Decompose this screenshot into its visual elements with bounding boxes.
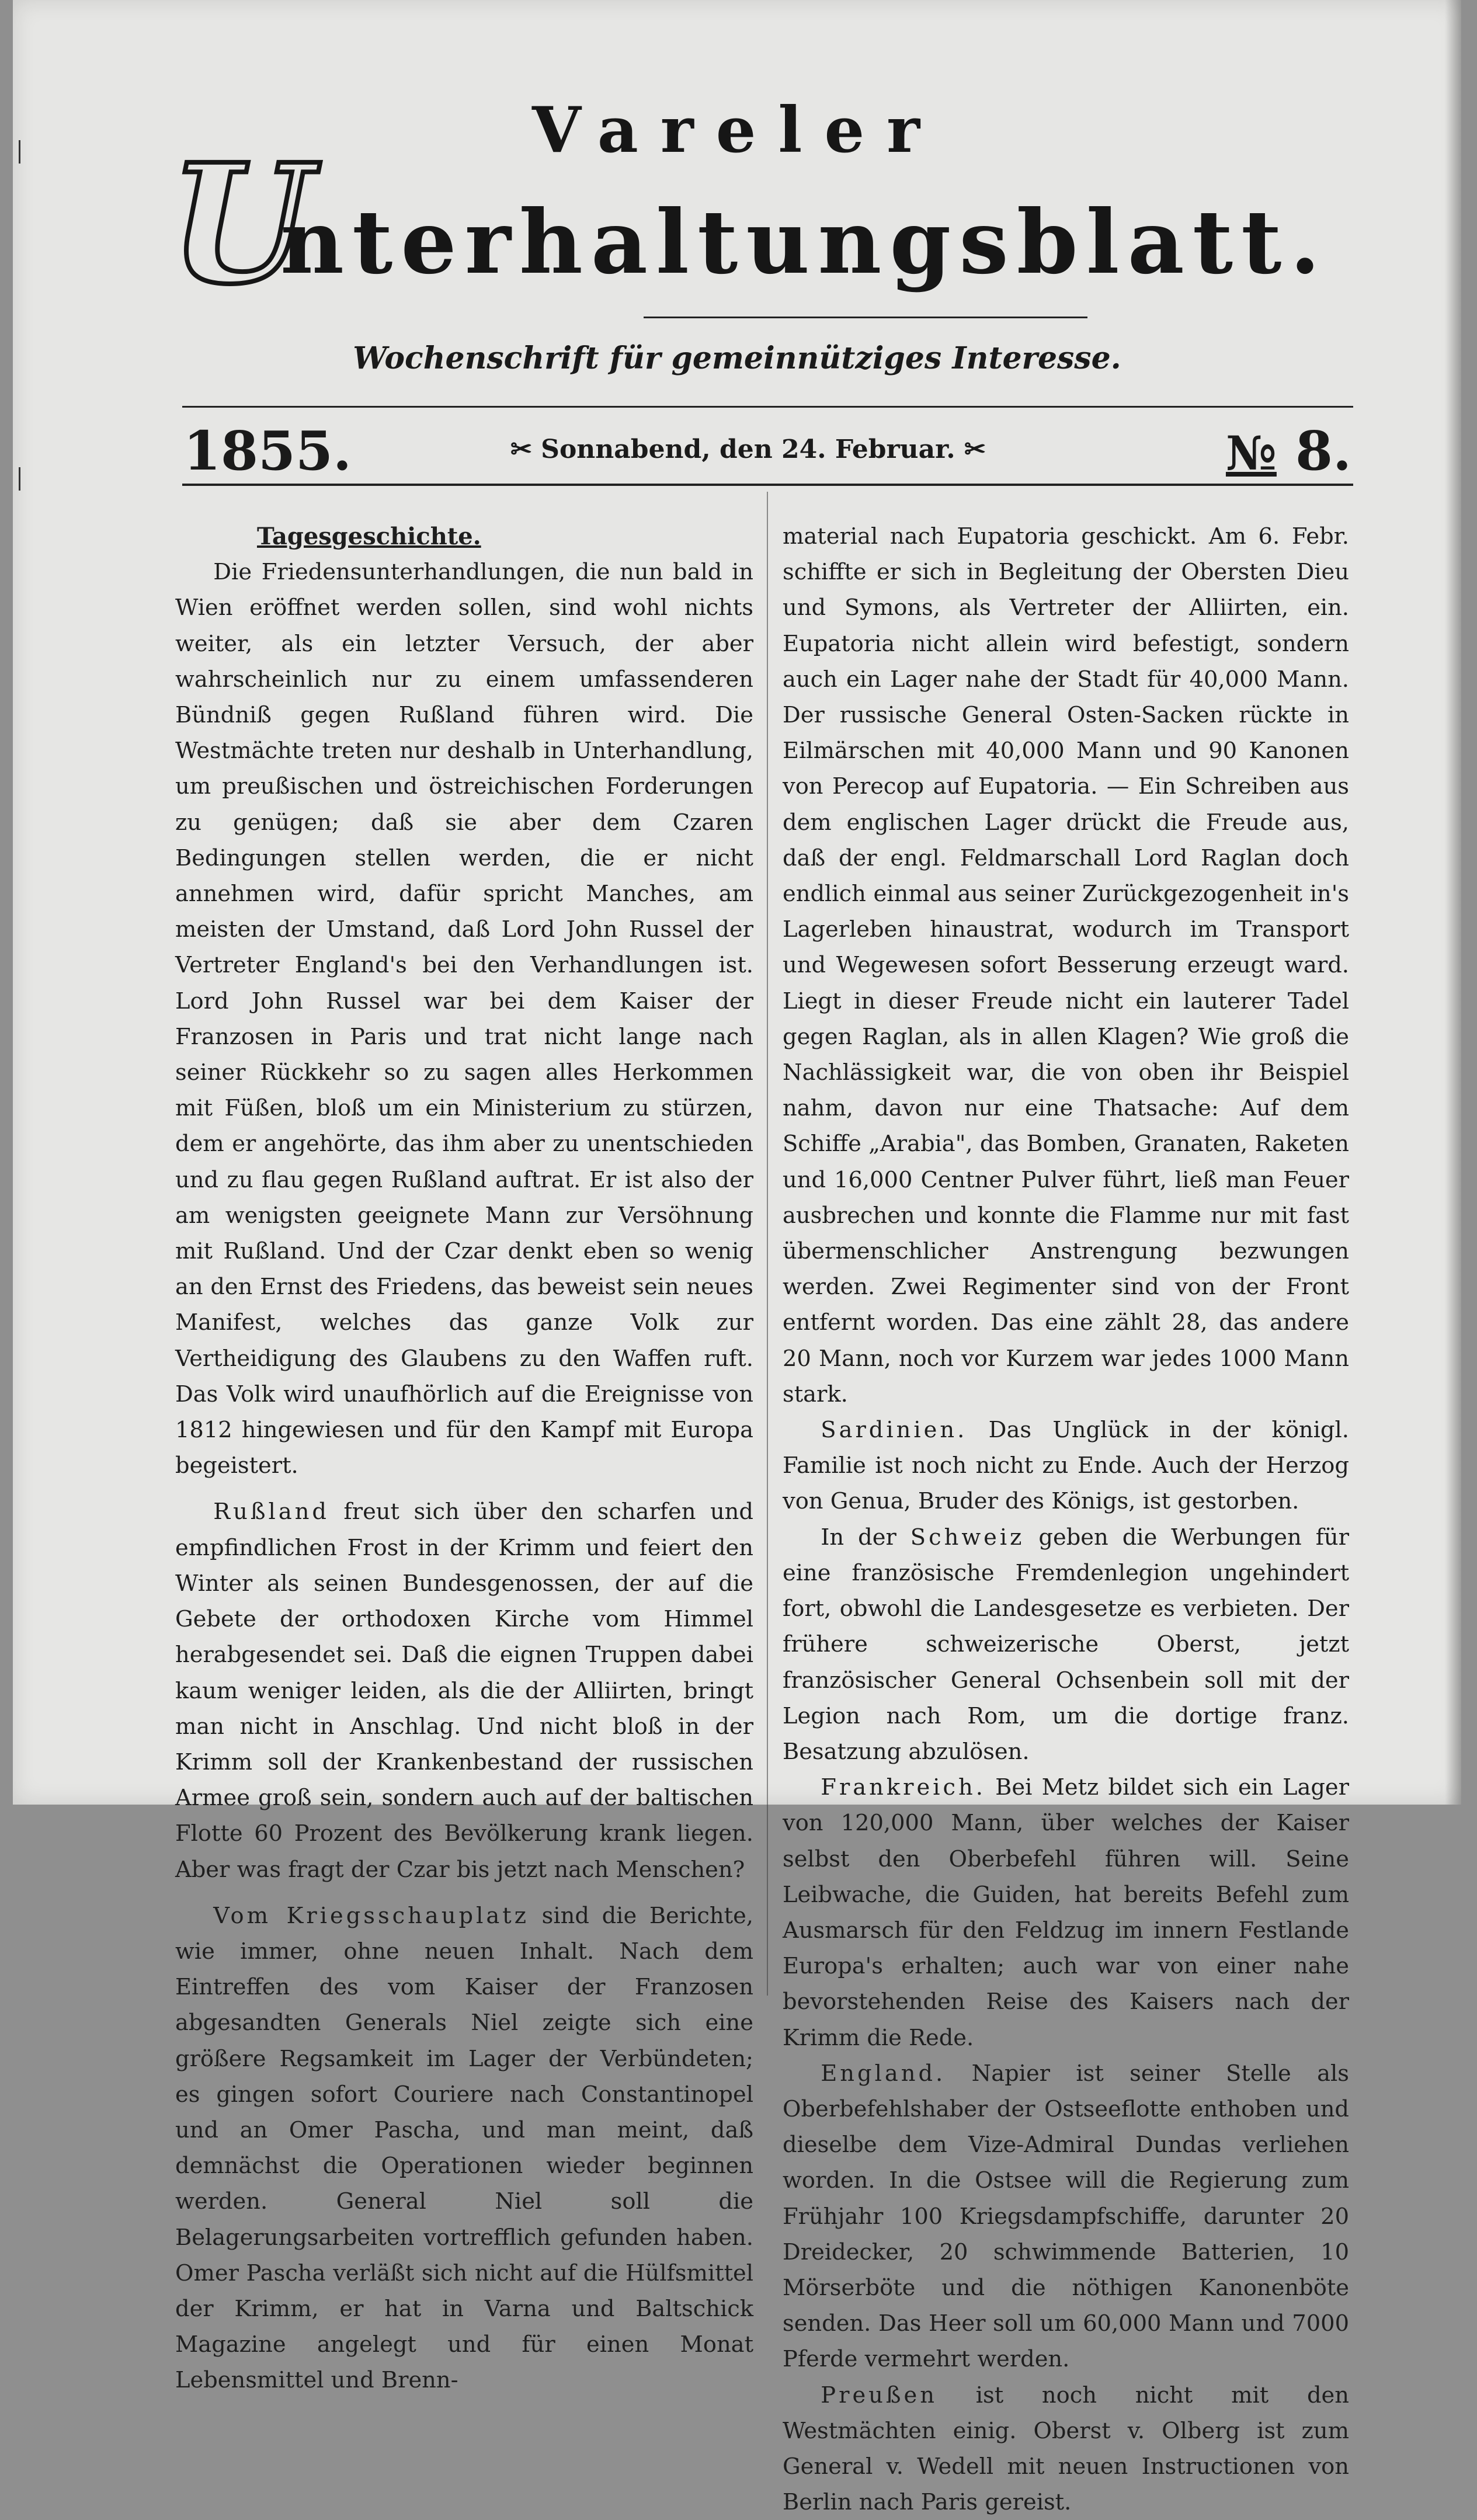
- article-paragraph: [783, 1412, 1349, 1520]
- paragraph-body: Napier ist seiner Stelle als Oberbefehlshaber der Ostseeflotte enthoben und dieselbe dem Vize-Admiral Dundas verliehen worden. In die Ostsee will die Regierung zum Frühjahr 100 Kriegsdampfschiffe, darunter 20 Dreidecker, 20 schwimmende Batterien, 10 Mörserböte und die nöthigen Kanonenböte senden. Das Heer soll um 60,000 Mann und 7000 Pferde vermehrt werden.: [783, 2060, 1349, 2373]
- article-paragraph: material nach Eupatoria geschickt. Am 6. Febr. schiffte er sich in Begleitung der Obersten Dieu und Symons, als Vertreter der Alliirten, ein. Eupatoria nicht allein wird befestigt, sondern auch ein Lager nahe der Stadt für 40,000 Mann. Der russische General Osten-Sacken rückte in Eilmärschen mit 40,000 Mann und 90 Kanonen von Perecop auf Eupatoria. — Ein Schreiben aus dem englischen Lager drückt die Freude aus, daß der engl. Feldmarschall Lord Raglan doch endlich einmal aus seiner Zurückgezogenheit in's Lagerleben hinaustrat, wodurch im Transport und Wegewesen sofort Besserung erzeugt ward. Liegt in dieser Freude nicht ein lauterer Tadel gegen Raglan, als in allen Klagen? Wie groß die Nachlässigkeit war, die von oben ihr Beispiel nahm, davon nur eine Thatsache: Auf dem Schiffe „Arabia", das Bomben, Granaten, Raketen und 16,000 Centner Pulver führt, ließ man Feuer ausbrechen und konnte die Flamme nur mit fast übermenschlicher Anstrengung bezwungen werden. Zwei Regimenter sind von der Front entfernt worden. Das eine zählt 28, das andere 20 Mann, noch vor Kurzem war jedes 1000 Mann stark.: [783, 523, 1349, 1407]
- number-sign: №: [1225, 426, 1277, 481]
- paragraph-body: geben die Werbungen für eine französische Fremdenlegion ungehindert fort, obwohl die Landesgesetze es verbieten. Der frühere schweizerische Oberst, jetzt französischer General Ochsenbein soll mit der Legion nach Rom, um die dortige franz. Besatzung abzulösen.: [783, 1524, 1349, 1765]
- paragraph-lead: Sardinien.: [821, 1417, 968, 1444]
- article-paragraph: [783, 1520, 1349, 1770]
- paragraph-lead: England.: [821, 2060, 946, 2087]
- issue-number-value: 8.: [1295, 419, 1351, 482]
- paragraph-lead: Schweiz: [910, 1524, 1025, 1551]
- left-column: [175, 519, 753, 2399]
- article-paragraph: [175, 1494, 753, 1887]
- dateline: [183, 419, 1351, 482]
- masthead-title-rest: nterhaltungsblatt.: [280, 191, 1329, 294]
- masthead-initial: U: [169, 128, 312, 321]
- article-paragraph: [175, 1898, 753, 2399]
- masthead-top-word: Vareler: [531, 93, 943, 167]
- right-column: [783, 519, 1349, 2520]
- masthead-rule: [644, 317, 1087, 318]
- paragraph-lead: Preußen: [821, 2382, 937, 2408]
- column-divider: [767, 492, 768, 1996]
- paragraph-body: Bei Metz bildet sich ein Lager von 120,000 Mann, über welches der Kaiser selbst den Oberbefehl führen will. Seine Leibwache, die Guiden, hat bereits Befehl zum Ausmarsch für den Feldzug im innern Festlande Europa's erhalten; auch war von einer nahe bevorstehenden Reise des Kaisers nach der Krimm die Rede.: [783, 1774, 1349, 2051]
- dateline-top-rule: [182, 406, 1353, 408]
- masthead-subtitle: Wochenschrift für gemeinnütziges Interesse.: [353, 340, 1121, 376]
- article-paragraph: [783, 1770, 1349, 2056]
- issue-date: ✂ Sonnabend, den 24. Februar. ✂: [510, 435, 986, 464]
- dateline-bottom-rule: [182, 484, 1353, 486]
- paragraph-body: freut sich über den scharfen und empfindlichen Frost in der Krimm und feiert den Winter als seinen Bundesgenossen, der auf die Gebete der orthodoxen Kirche vom Himmel herabgesendet sei. Daß die eignen Truppen dabei kaum weniger leiden, als die der Alliirten, bringt man nicht in Anschlag. Und nicht bloß in der Krimm soll der Krankenbestand der russischen Armee groß sein, sondern auch auf der baltischen Flotte 60 Prozent des Bevölkerung krank liegen. Aber was fragt der Czar bis jetzt nach Menschen?: [175, 1499, 753, 1883]
- paragraph-lead: Vom Kriegsschauplatz: [213, 1902, 529, 1929]
- issue-number: [1226, 419, 1351, 482]
- article-paragraph: [783, 2056, 1349, 2378]
- section-heading: Tagesgeschichte.: [257, 523, 481, 550]
- paragraph-lead: Rußland: [213, 1499, 330, 1525]
- paragraph-body: Das Unglück in der königl. Familie ist noch nicht zu Ende. Auch der Herzog von Genua, Bruder des Königs, ist gestorben.: [783, 1417, 1349, 1515]
- paragraph-body: sind die Berichte, wie immer, ohne neuen Inhalt. Nach dem Eintreffen des vom Kaiser der Franzosen abgesandten Generals Niel zeigte sich eine größere Regsamkeit im Lager der Verbündeten; es gingen sofort Couriere nach Constantinopel und an Omer Pascha, und man meint, daß demnächst die Operationen wieder beginnen werden. General Niel soll die Belagerungsarbeiten vortrefflich gefunden haben. Omer Pascha verläßt sich nicht auf die Hülfsmittel der Krimm, er hat in Varna und Baltschick Magazine angelegt und für einen Monat Lebensmittel und Brenn-: [175, 1902, 753, 2394]
- issue-year: 1855.: [183, 419, 352, 482]
- article-paragraph: [783, 2378, 1349, 2520]
- paragraph-lead: Frankreich.: [821, 1774, 986, 1801]
- newspaper-page: [13, 0, 1461, 2516]
- article-paragraph: Die Friedensunterhandlungen, die nun bald in Wien eröffnet werden sollen, sind wohl nichts weiter, als ein letzter Versuch, der aber wahrscheinlich nur zu einem umfassenderen Bündniß gegen Rußland führen wird. Die Westmächte treten nur deshalb in Unterhandlung, um preußischen und östreichischen Forderungen zu genügen; daß sie aber dem Czaren Bedingungen stellen werden, die er nicht annehmen wird, dafür spricht Manches, am meisten der Umstand, daß Lord John Russel der Vertreter England's bei den Verhandlungen ist. Lord John Russel war bei dem Kaiser der Franzosen in Paris und trat nicht lange nach seiner Rückkehr so zu sagen alles Herkommen mit Füßen, bloß um ein Ministerium zu stürzen, dem er angehörte, das ihm aber zu unentschieden und zu flau gegen Rußland auftrat. Er ist also der am wenigsten geeignete Mann zur Versöhnung mit Rußland. Und der Czar denkt eben so wenig an den Ernst des Friedens, das beweist sein neues Manifest, welches das ganze Volk zur Vertheidigung des Glaubens zu den Waffen ruft. Das Volk wird unaufhörlich auf die Ereignisse von 1812 hingewiesen und für den Kampf mit Europa begeistert.: [175, 559, 753, 1479]
- paragraph-body: ist noch nicht mit den Westmächten einig. Oberst v. Olberg ist zum General v. Wedell mit neuen Instructionen von Berlin nach Paris gereist.: [783, 2382, 1349, 2516]
- binding-mark: [19, 467, 20, 491]
- paragraph-pre: In der: [821, 1524, 910, 1551]
